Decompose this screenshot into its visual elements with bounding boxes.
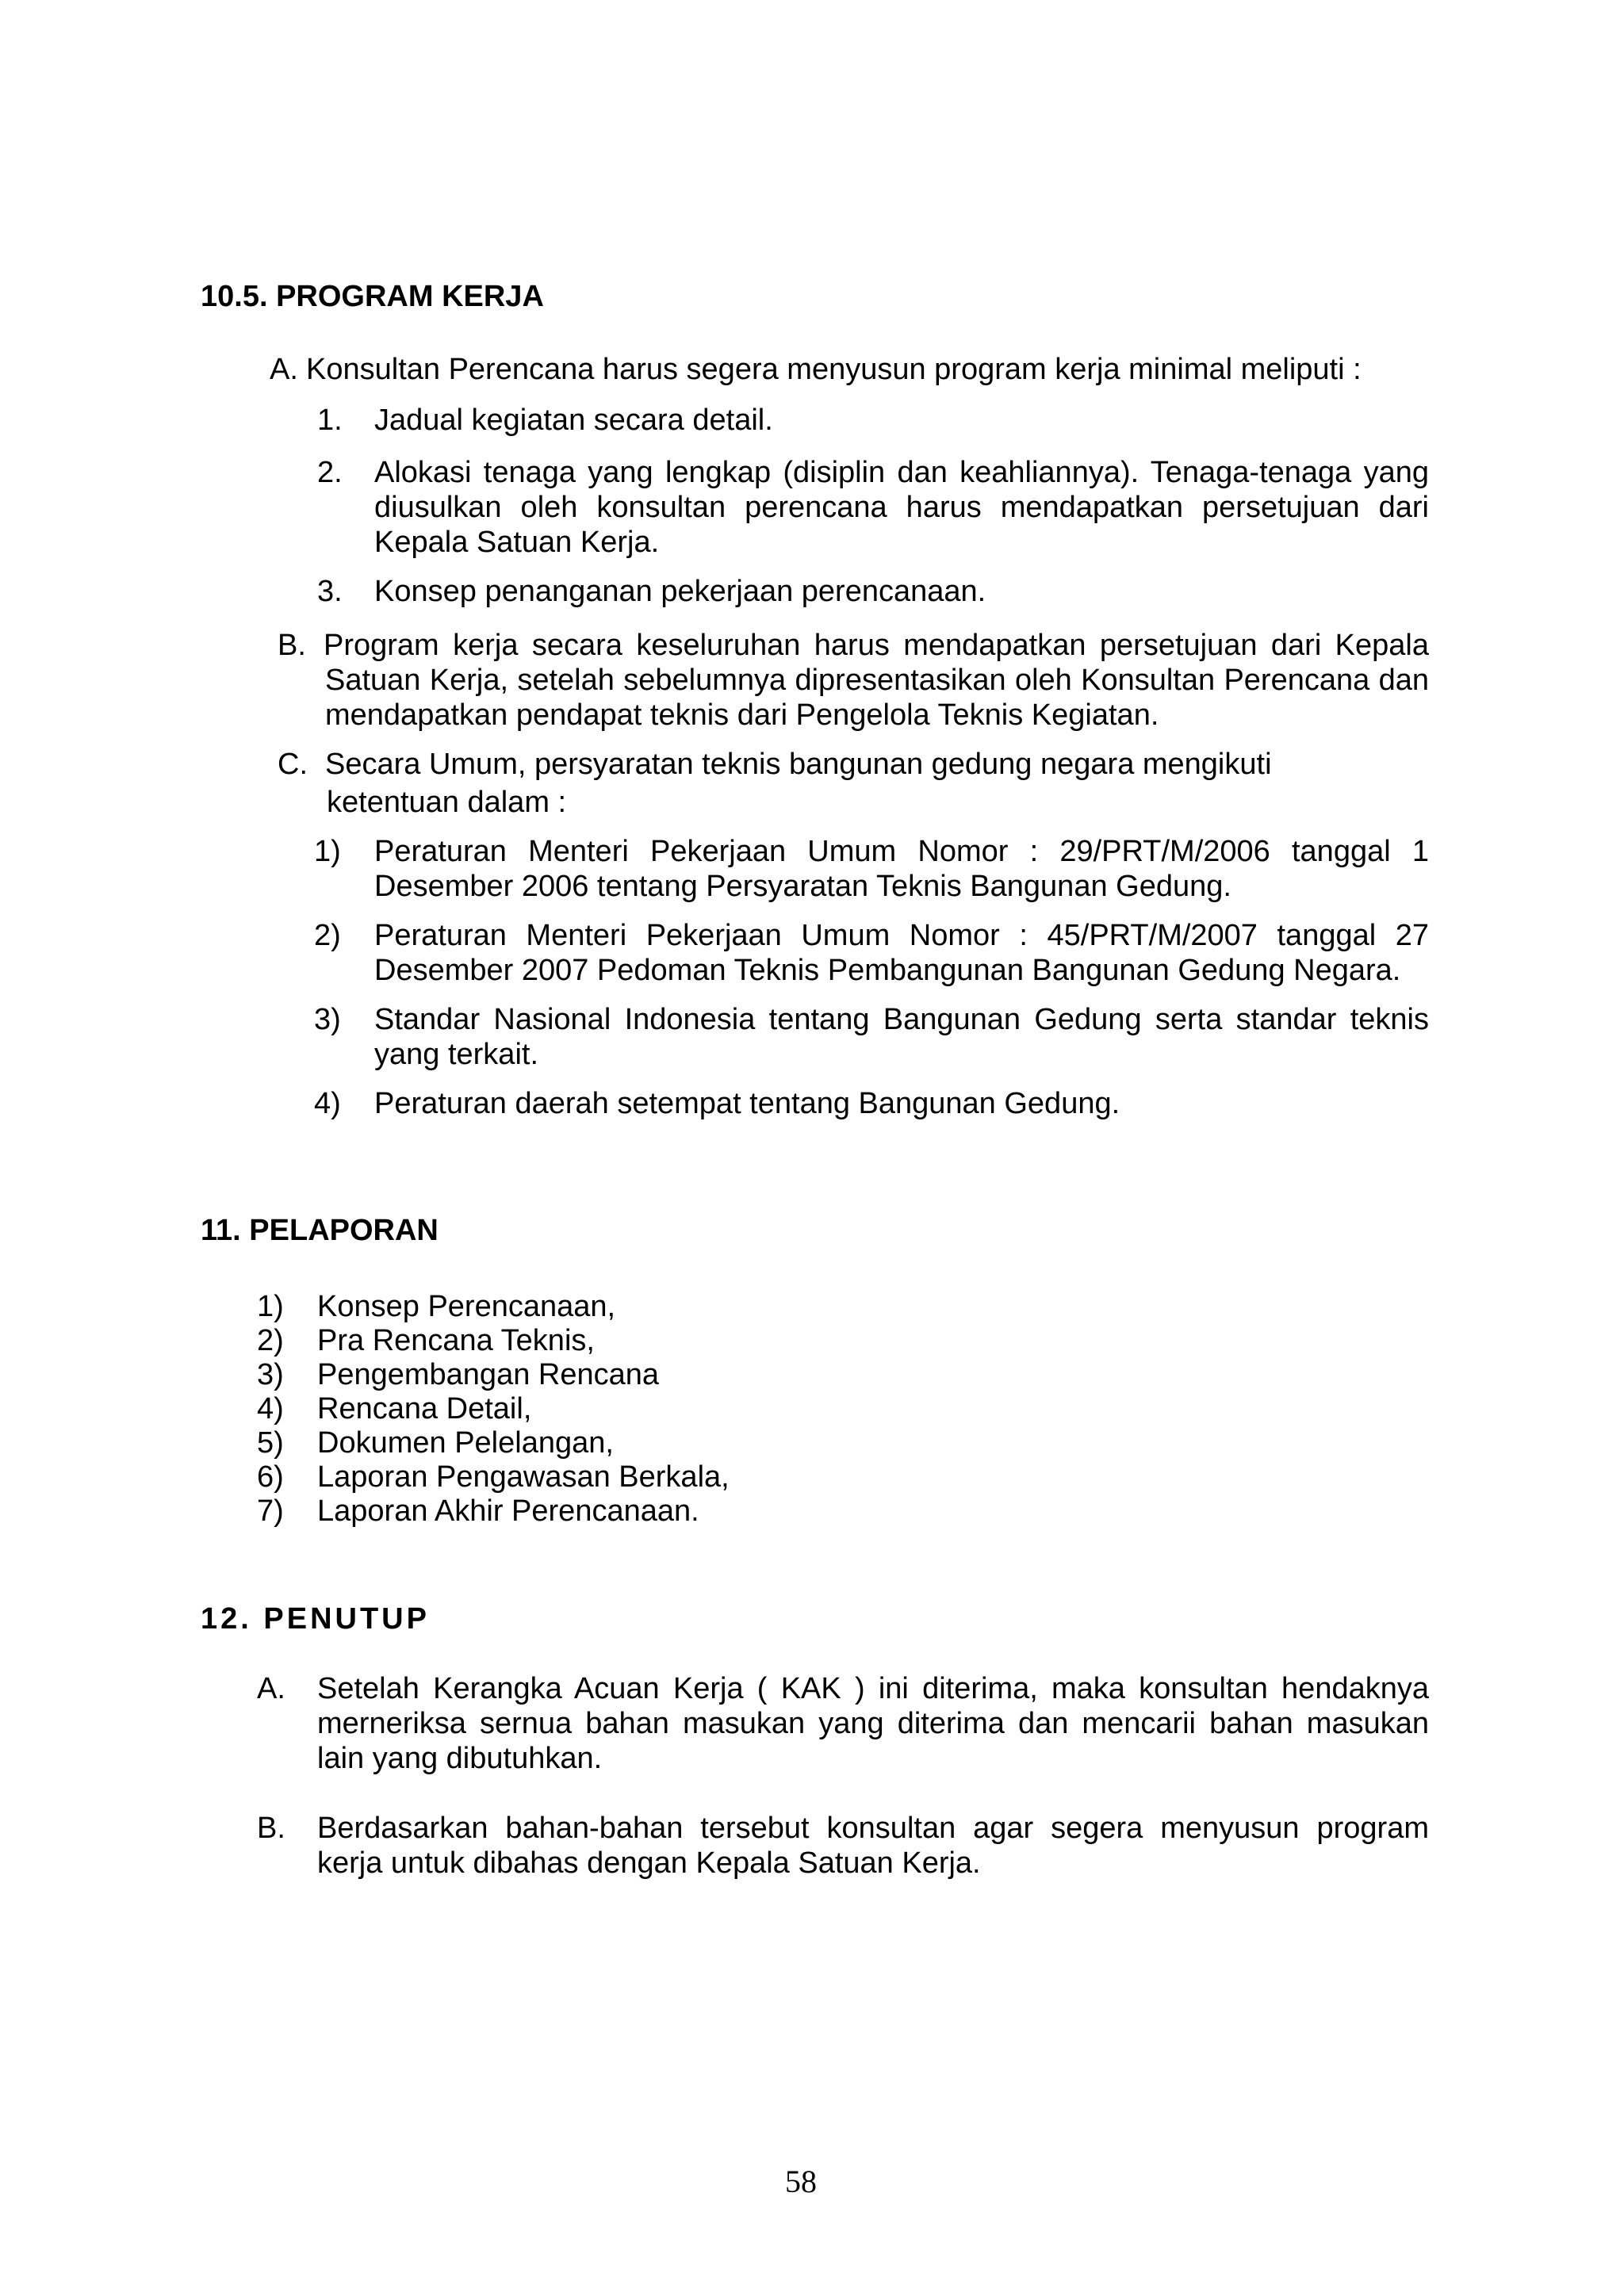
list-number: 1) [314, 835, 341, 868]
list-item-text: Peraturan daerah setempat tentang Bangunan Gedung. [374, 1087, 1120, 1120]
list-number: 2) [314, 919, 341, 952]
section-heading-program-kerja: 10.5. PROGRAM KERJA [201, 280, 544, 313]
list-number: 3. [317, 575, 343, 608]
list-item-text: Konsep penanganan pekerjaan perencanaan. [374, 575, 986, 608]
section-heading-pelaporan: 11. PELAPORAN [201, 1214, 439, 1247]
list-number: 5) [257, 1426, 284, 1460]
list-number: 2. [317, 456, 343, 489]
item-label-a: A. [257, 1672, 285, 1705]
list-item-text: Jadual kegiatan secara detail. [374, 404, 773, 437]
list-item-text: Standar Nasional Indonesia tentang Bangunan Gedung serta standar teknis yang terkait. [374, 1003, 1429, 1071]
item-text-a: Konsultan Perencana harus segera menyusun program kerja minimal meliputi : [306, 353, 1362, 386]
list-item-text: Dokumen Pelelangan, [317, 1426, 614, 1460]
list-item-text: Laporan Akhir Perencanaan. [317, 1494, 699, 1528]
page-number: 58 [785, 2164, 817, 2199]
list-number: 2) [257, 1324, 284, 1357]
list-number: 4) [314, 1087, 341, 1120]
list-item-text: Peraturan Menteri Pekerjaan Umum Nomor : 45/PRT/M/2007 tanggal 27 Desember 2007 Pedoman Teknis Pembangunan Bangunan Gedung Negara. [374, 919, 1429, 987]
list-item-text: Pra Rencana Teknis, [317, 1324, 595, 1357]
list-number: 1. [317, 404, 343, 437]
item-label-c: C. [278, 748, 308, 781]
list-number: 7) [257, 1494, 284, 1528]
list-number: 3) [314, 1003, 341, 1036]
item-text-a: Setelah Kerangka Acuan Kerja ( KAK ) ini diterima, maka konsultan hendaknya merneriksa sernua bahan masukan yang diterima dan mencarii bahan masukan lain yang dibutuhkan. [317, 1672, 1429, 1775]
section-heading-penutup: 12. PENUTUP [201, 1602, 430, 1636]
item-text-c-line1: Secara Umum, persyaratan teknis bangunan gedung negara mengikuti [325, 748, 1272, 781]
list-number: 1) [257, 1290, 284, 1323]
item-text-c-line2: ketentuan dalam : [327, 786, 567, 819]
list-item-text: Konsep Perencanaan, [317, 1290, 616, 1323]
item-label-b: B. [278, 629, 306, 662]
item-label-a: A. [270, 353, 298, 386]
list-item-text: Peraturan Menteri Pekerjaan Umum Nomor : 29/PRT/M/2006 tanggal 1 Desember 2006 tentang Persyaratan Teknis Bangunan Gedung. [374, 835, 1429, 903]
item-text-b: Program kerja secara keseluruhan harus mendapatkan persetujuan dari Kepala Satuan Kerja, setelah sebelumnya dipresentasikan oleh Konsultan Perencana dan mendapatkan pendapat teknis dari Pengelola Teknis Kegiatan. [324, 629, 1429, 732]
item-label-b: B. [257, 1812, 285, 1845]
list-item-text: Laporan Pengawasan Berkala, [317, 1460, 730, 1494]
list-number: 6) [257, 1460, 284, 1494]
list-number: 4) [257, 1392, 284, 1425]
list-item-text: Rencana Detail, [317, 1392, 532, 1425]
list-item-text: Pengembangan Rencana [317, 1358, 660, 1391]
list-item-text: Alokasi tenaga yang lengkap (disiplin dan keahliannya). Tenaga-tenaga yang diusulkan oleh konsultan perencana harus mendapatkan persetujuan dari Kepala Satuan Kerja. [374, 456, 1429, 559]
list-number: 3) [257, 1358, 284, 1391]
item-text-b: Berdasarkan bahan-bahan tersebut konsultan agar segera menyusun program kerja untuk dibahas dengan Kepala Satuan Kerja. [317, 1812, 1429, 1880]
